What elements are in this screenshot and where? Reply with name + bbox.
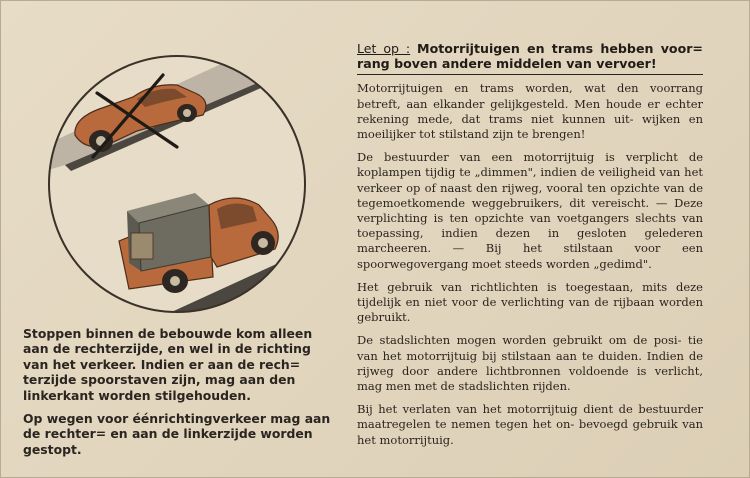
- right-column: [357, 41, 703, 456]
- paragraph-richtlichten: Het gebruik van richtlichten is toegestaan, mits deze tijdelijk en niet voor de verlichting van de rijbaan worden gebruikt.: [357, 279, 703, 325]
- heading-text: Motorrijtuigen en trams hebben voor= rang boven andere middelen van vervoer!: [357, 41, 703, 72]
- heading-rule: [357, 74, 703, 75]
- paragraph-stadslichten: De stadslichten mogen worden gebruikt om de posi- tie van het motorrijtuig bij stilstaan aan te duiden. Indien de rijweg door andere lichtbronnen voldoende is verlicht, mag men met de stadslichten rijden.: [357, 333, 703, 394]
- heading-lead: Let op :: [357, 41, 411, 56]
- paragraph-verlaten: Bij het verlaten van het motorrijtuig dient de bestuurder maatregelen te nemen tegen het on- bevoegd gebruik van het motorrijtuig.: [357, 402, 703, 447]
- left-paragraph-2: Op wegen voor éénrichtingverkeer mag aan de rechter= en aan de linkerzijde worden gestopt.: [23, 411, 331, 457]
- paragraph-voorrang: Motorrijtuigen en trams worden, wat den voorrang betreft, aan elkander gelijkgesteld. Men houde er echter rekening mede, dat trams niet kunnen uit- wijken en moeilijker tot stilstand zijn te brengen!: [357, 81, 703, 142]
- heading: [357, 41, 703, 71]
- paragraph-dimmen: De bestuurder van een motorrijtuig is verplicht de koplampen tijdig te „dimmen", indien de veiligheid van het verkeer op of naast den rijweg, vooral ten opzichte van de tegemoetkomende weggebruikers, dit vereischt. — Deze verplichting is ten opzichte van voetgangers slechts van toepassing, indien dezen in gesloten gelederen marcheeren. — Bij het stilstaan voor een spoorwegovergang moet steeds worden „gedimd".: [357, 150, 703, 271]
- traffic-illustration: [45, 53, 309, 315]
- left-rules-text: [23, 326, 331, 465]
- left-paragraph-1: Stoppen binnen de bebouwde kom alleen aan de rechterzijde, en wel in de richting van het verkeer. Indien er aan de rech= terzijde spoorstaven zijn, mag aan den linkerkant worden stilgehouden.: [23, 326, 313, 403]
